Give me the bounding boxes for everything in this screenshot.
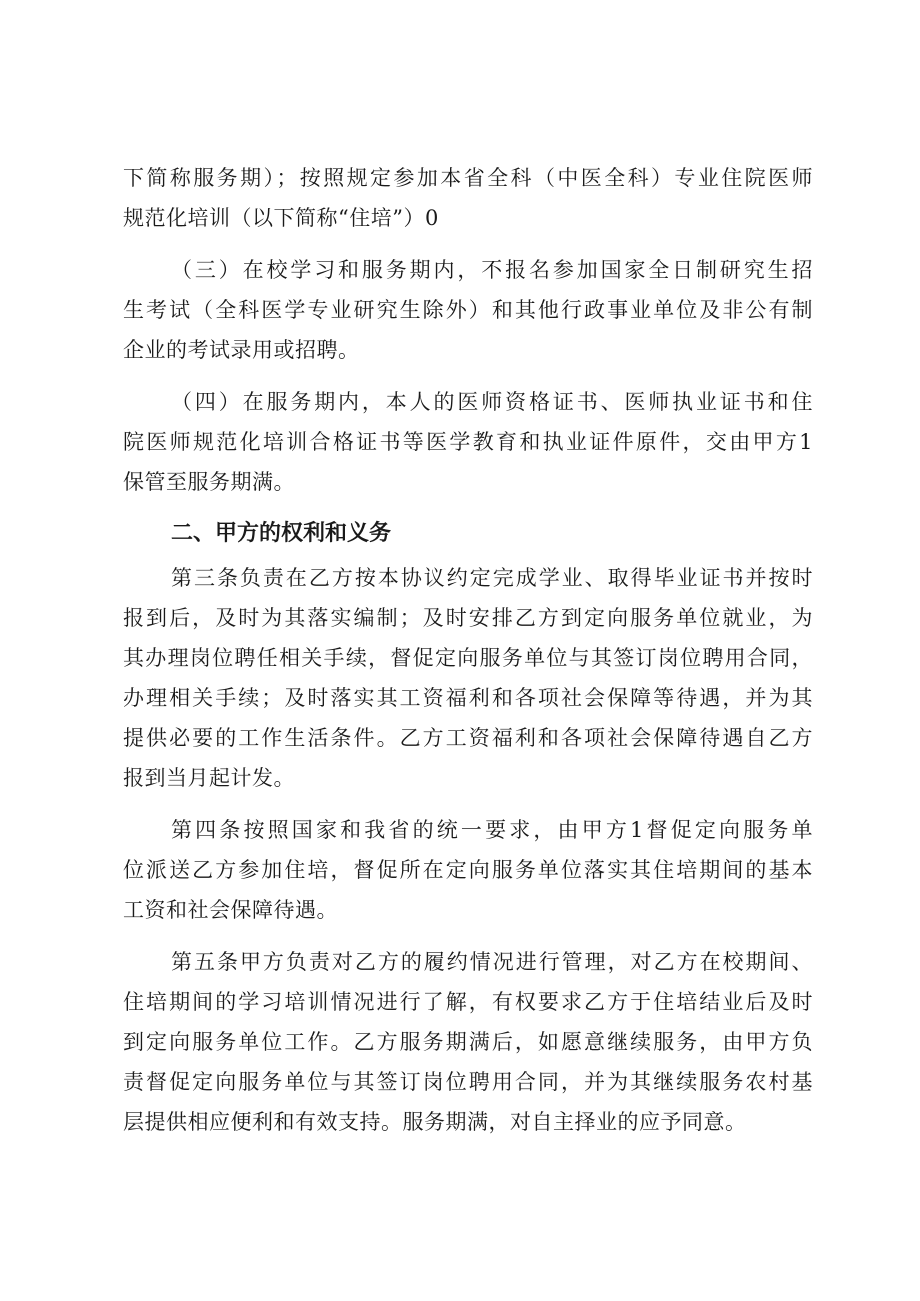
text-line: 报到当月起计发。 bbox=[123, 766, 295, 790]
text-line: （四）在服务期内，本人的医师资格证书、医师执业证书和住 bbox=[171, 390, 813, 414]
text-line: 其办理岗位聘任相关手续，督促定向服务单位与其签订岗位聘用合同， bbox=[123, 646, 813, 670]
text-line: 办理相关手续；及时落实其工资福利和各项社会保障等待遇，并为其 bbox=[123, 686, 813, 710]
text-line: 位派送乙方参加住培，督促所在定向服务单位落实其住培期间的基本 bbox=[123, 858, 813, 882]
paragraph-article-3 bbox=[123, 560, 813, 800]
text-line: 企业的考试录用或招聘。 bbox=[123, 338, 360, 362]
paragraph-continuation bbox=[123, 160, 813, 240]
paragraph-article-5 bbox=[123, 944, 813, 1144]
text-line: 工资和社会保障待遇。 bbox=[123, 898, 338, 922]
text-line: 层提供相应便利和有效支持。服务期满，对自主择业的应予同意。 bbox=[123, 1110, 747, 1134]
text-line: 院医师规范化培训合格证书等医学教育和执业证件原件，交由甲方1 bbox=[123, 430, 813, 454]
paragraph-article-4 bbox=[123, 812, 813, 932]
text-line: 第四条按照国家和我省的统一要求，由甲方1督促定向服务单 bbox=[171, 818, 813, 842]
paragraph-item-3 bbox=[123, 252, 813, 372]
text-line: 第三条负责在乙方按本协议约定完成学业、取得毕业证书并按时 bbox=[171, 566, 813, 590]
text-line: 保管至服务期满。 bbox=[123, 470, 295, 494]
document-page bbox=[123, 160, 813, 1144]
text-line: 第五条甲方负责对乙方的履约情况进行管理，对乙方在校期间、 bbox=[171, 950, 813, 974]
text-line: 责督促定向服务单位与其签订岗位聘用合同，并为其继续服务农村基 bbox=[123, 1070, 813, 1094]
section-heading: 二、甲方的权利和义务 bbox=[171, 521, 392, 546]
text-line: 规范化培训（以下简称“住培”）0 bbox=[123, 206, 439, 230]
text-line: 提供必要的工作生活条件。乙方工资福利和各项社会保障待遇自乙方 bbox=[123, 726, 813, 750]
text-line: 到定向服务单位工作。乙方服务期满后，如愿意继续服务，由甲方负 bbox=[123, 1030, 813, 1054]
text-line: 报到后，及时为其落实编制；及时安排乙方到定向服务单位就业，为 bbox=[123, 606, 813, 630]
text-line: （三）在校学习和服务期内，不报名参加国家全日制研究生招 bbox=[171, 258, 813, 282]
paragraph-item-4 bbox=[123, 384, 813, 504]
text-line: 生考试（全科医学专业研究生除外）和其他行政事业单位及非公有制 bbox=[123, 298, 813, 322]
text-line: 住培期间的学习培训情况进行了解，有权要求乙方于住培结业后及时 bbox=[123, 990, 813, 1014]
text-line: 下简称服务期）；按照规定参加本省全科（中医全科）专业住院医师 bbox=[123, 166, 813, 190]
